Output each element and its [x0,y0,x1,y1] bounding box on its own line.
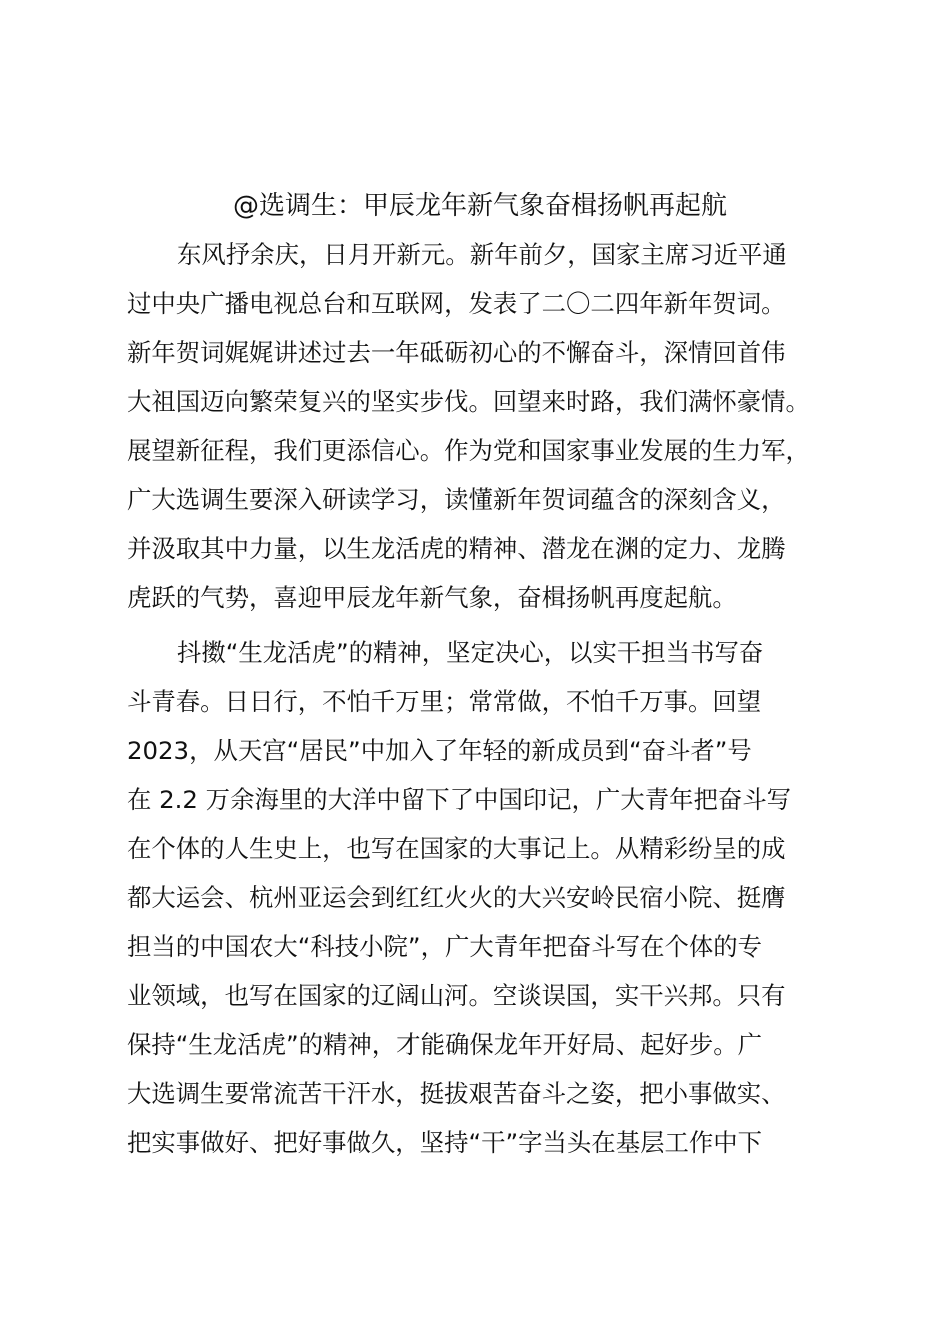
text-line: 过中央广播电视总台和互联网，发表了二〇二四年新年贺词。 [127,289,786,318]
text-line: 并汲取其中力量，以生龙活虎的精神、潜龙在渊的定力、龙腾 [127,534,786,563]
text-line: 广大选调生要深入研读学习，读懂新年贺词蕴含的深刻含义， [127,485,786,514]
paragraph [127,628,847,1167]
text-line: 大选调生要常流苦干汗水，挺拔艰苦奋斗之姿，把小事做实、 [127,1079,786,1108]
text-line: 保持“生龙活虎”的精神，才能确保龙年开好局、起好步。广 [127,1030,763,1059]
text-line: 2023，从天宫“居民”中加入了年轻的新成员到“奋斗者”号 [127,736,752,765]
text-line: 在个体的人生史上，也写在国家的大事记上。从精彩纷呈的成 [127,834,786,863]
text-line: 担当的中国农大“科技小院”，广大青年把奋斗写在个体的专 [127,932,763,961]
text-line: 在 2.2 万余海里的大洋中留下了中国印记，广大青年把奋斗写 [127,785,792,814]
paragraph [127,230,847,622]
text-line: 新年贺词娓娓讲述过去一年砥砺初心的不懈奋斗，深情回首伟 [127,338,786,367]
text-line: 东风抒余庆，日月开新元。新年前夕，国家主席习近平通 [177,240,787,269]
text-line: 抖擞“生龙活虎”的精神，坚定决心，以实干担当书写奋 [177,638,764,667]
text-line: 虎跃的气势，喜迎甲辰龙年新气象，奋楫扬帆再度起航。 [127,583,737,612]
text-line: 业领域，也写在国家的辽阔山河。空谈误国，实干兴邦。只有 [127,981,786,1010]
document-title: @选调生：甲辰龙年新气象奋楫扬帆再起航 [232,191,727,221]
text-line: 都大运会、杭州亚运会到红红火火的大兴安岭民宿小院、挺膺 [127,883,786,912]
text-line: 把实事做好、把好事做久，坚持“干”字当头在基层工作中下 [127,1128,763,1157]
text-line: 大祖国迈向繁荣复兴的坚实步伐。回望来时路，我们满怀豪情。 [127,387,810,416]
text-line: 斗青春。日日行，不怕千万里；常常做，不怕千万事。回望 [127,687,762,716]
text-line: 展望新征程，我们更添信心。作为党和国家事业发展的生力军， [127,436,810,465]
